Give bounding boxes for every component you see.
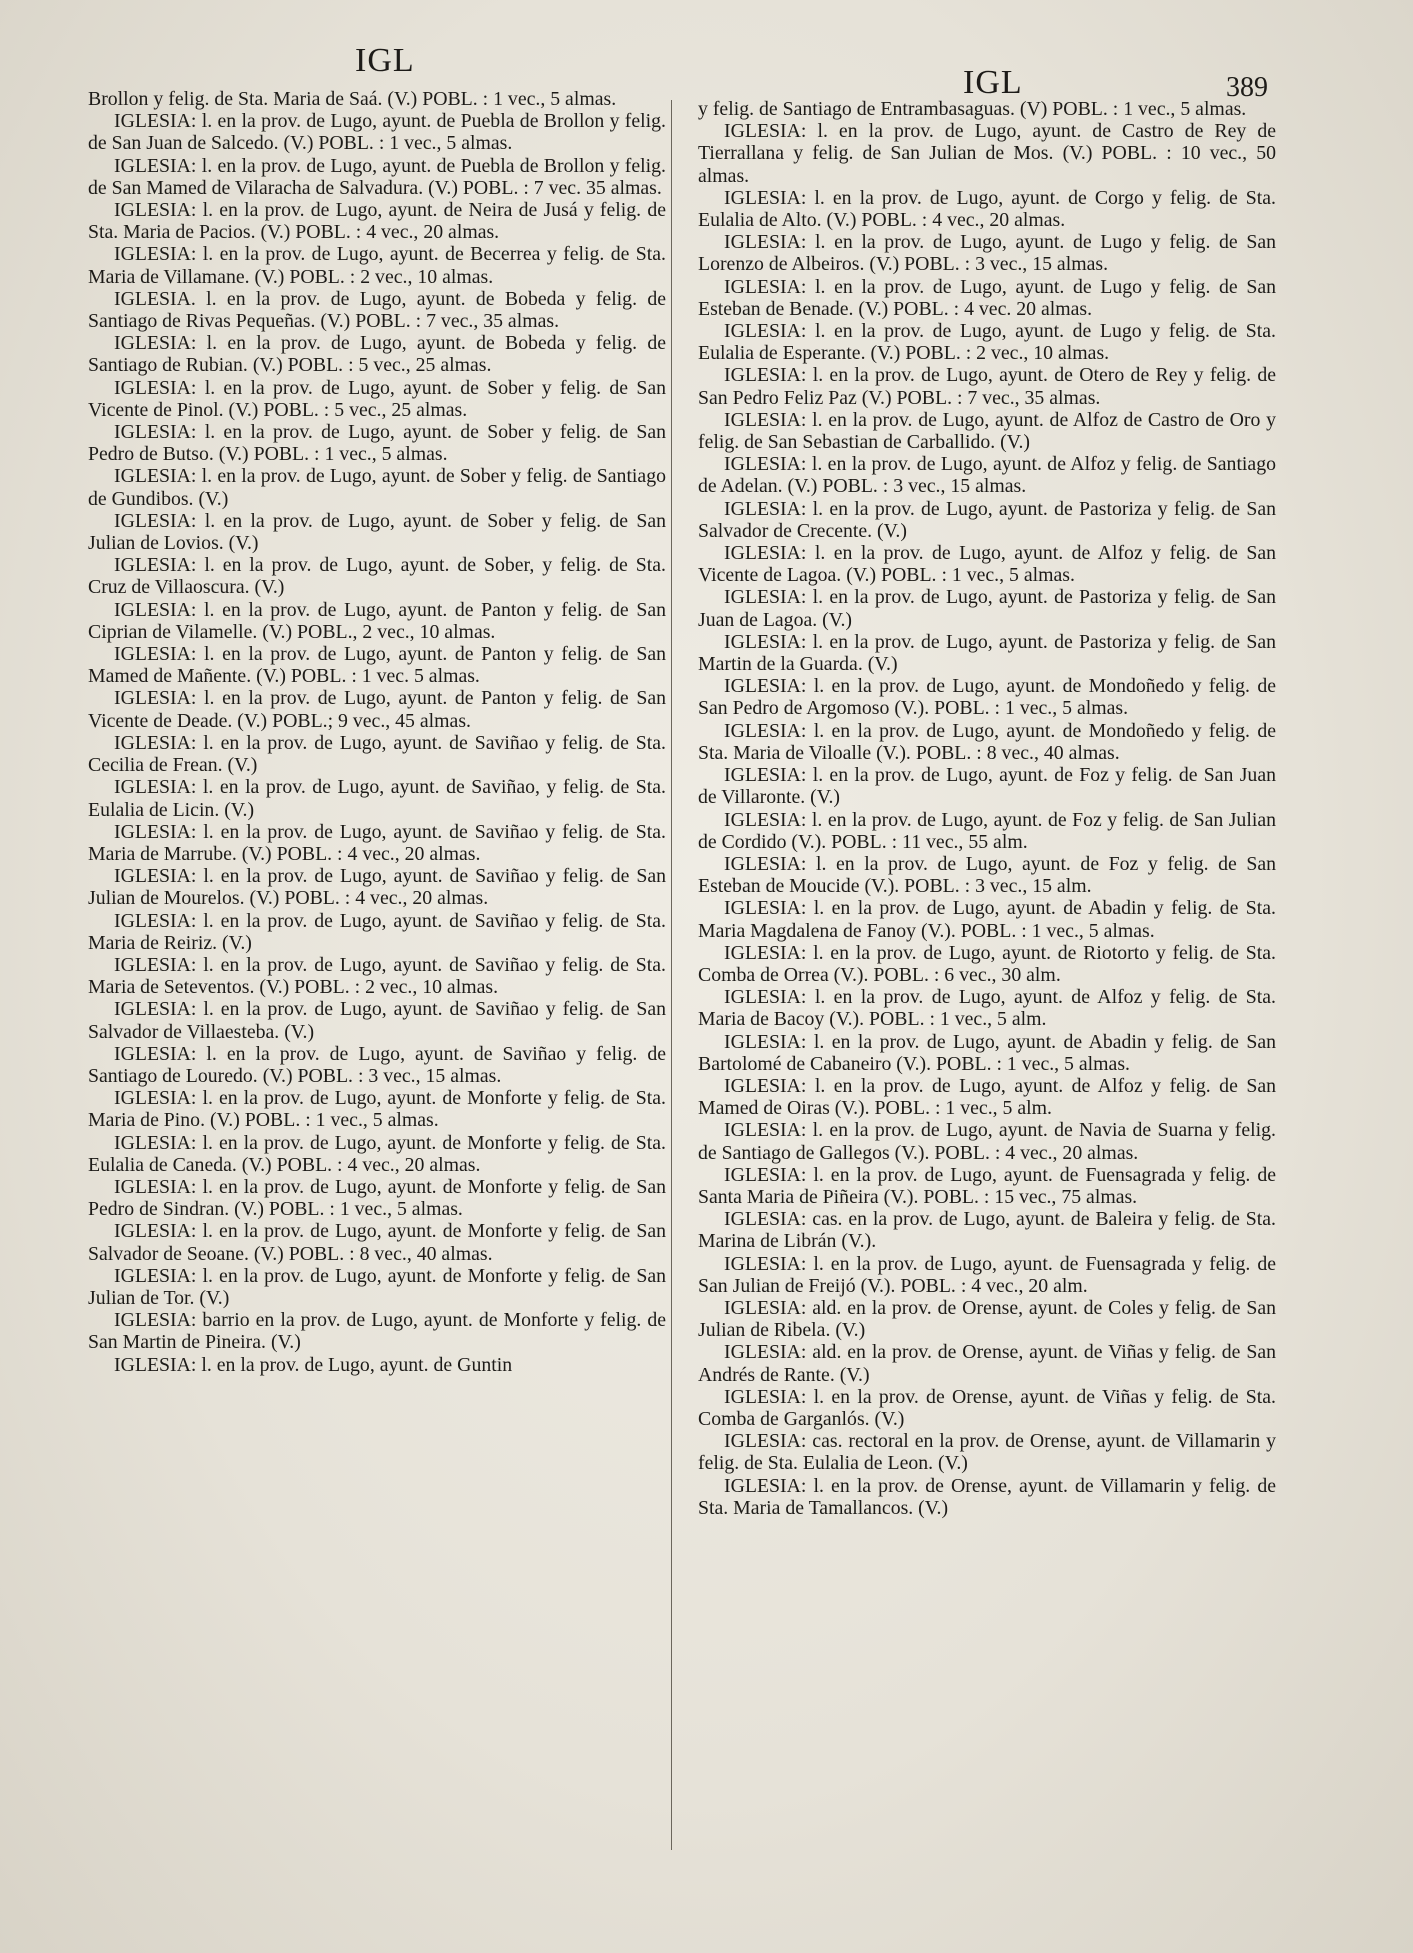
gazetteer-entry: IGLESIA: l. en la prov. de Lugo, ayunt. de Sober y felig. de Santiago de Gundibos. (V.) <box>88 465 666 510</box>
gazetteer-entry: IGLESIA: l. en la prov. de Lugo, ayunt. de Foz y felig. de San Esteban de Moucide (V.). POBL. : 3 vec., 15 alm. <box>698 852 1276 898</box>
gazetteer-entry: IGLESIA: l. en la prov. de Lugo, ayunt. de Foz y felig. de San Julian de Cordido (V.). POBL. : 11 vec., 55 alm. <box>698 808 1276 853</box>
gazetteer-entry: IGLESIA: l. en la prov. de Lugo, ayunt. de Saviñao y felig. de Sta. Maria de Reiriz. (V.) <box>88 909 666 954</box>
gazetteer-entry: IGLESIA: l. en la prov. de Lugo, ayunt. de Sober y felig. de San Pedro de Butso. (V.) POBL. : 1 vec., 5 almas. <box>88 421 666 466</box>
gazetteer-entry: IGLESIA: l. en la prov. de Lugo, ayunt. de Lugo y felig. de San Esteban de Benade. (V.) POBL. : 4 vec. 20 almas. <box>698 275 1276 320</box>
gazetteer-entry: IGLESIA: l. en la prov. de Lugo, ayunt. de Saviñao y felig. de San Julian de Mourelos. (V.) POBL. : 4 vec., 20 almas. <box>88 865 666 910</box>
gazetteer-entry: IGLESIA: l. en la prov. de Lugo, ayunt. de Mondoñedo y felig. de San Pedro de Argomoso (V.). POBL. : 1 vec., 5 almas. <box>698 675 1276 720</box>
gazetteer-entry: IGLESIA: l. en la prov. de Lugo, ayunt. de Saviñao y felig. de Sta. Cecilia de Frean. (V.) <box>88 731 666 777</box>
gazetteer-entry: IGLESIA: ald. en la prov. de Orense, ayunt. de Coles y felig. de San Julian de Ribela. (V.) <box>698 1296 1276 1342</box>
gazetteer-entry: IGLESIA: l. en la prov. de Lugo, ayunt. de Sober, y felig. de Sta. Cruz de Villaoscura. (V.) <box>88 554 666 599</box>
gazetteer-entry: IGLESIA: l. en la prov. de Lugo, ayunt. de Alfoz y felig. de Sta. Maria de Bacoy (V.). POBL. : 1 vec., 5 alm. <box>698 986 1276 1031</box>
gazetteer-entry: IGLESIA: l. en la prov. de Lugo, ayunt. de Pastoriza y felig. de San Martin de la Guarda. (V.) <box>698 630 1276 676</box>
gazetteer-entry: IGLESIA: l. en la prov. de Lugo, ayunt. de Otero de Rey y felig. de San Pedro Feliz Paz (V.) POBL. : 7 vec., 35 almas. <box>698 364 1276 409</box>
gazetteer-entry: IGLESIA: l. en la prov. de Lugo, ayunt. de Monforte y felig. de San Pedro de Sindran. (V.) POBL. : 1 vec., 5 almas. <box>88 1175 666 1221</box>
gazetteer-entry: IGLESIA: l. en la prov. de Lugo, ayunt. de Alfoz y felig. de Santiago de Adelan. (V.) POBL. : 3 vec., 15 almas. <box>698 453 1276 498</box>
gazetteer-entry: IGLESIA: l. en la prov. de Orense, ayunt. de Villamarin y felig. de Sta. Maria de Tamallancos. (V.) <box>698 1474 1276 1519</box>
running-head-right: IGL <box>963 64 1023 101</box>
gazetteer-entry: IGLESIA: l. en la prov. de Lugo, ayunt. de Saviñao, y felig. de Sta. Eulalia de Licin. (V.) <box>88 776 666 821</box>
gazetteer-entry: IGLESIA: l. en la prov. de Lugo, ayunt. de Saviñao y felig. de Sta. Maria de Seteventos. (V.) POBL. : 2 vec., 10 almas. <box>88 953 666 999</box>
column-divider <box>671 100 672 1850</box>
gazetteer-entry: IGLESIA: l. en la prov. de Lugo, ayunt. de Sober y felig. de San Vicente de Pinol. (V.) POBL. : 5 vec., 25 almas. <box>88 376 666 421</box>
gazetteer-entry: IGLESIA: l. en la prov. de Lugo, ayunt. de Fuensagrada y felig. de San Julian de Freijó (V.). POBL. : 4 vec., 20 alm. <box>698 1252 1276 1297</box>
left-column <box>88 88 666 1376</box>
gazetteer-entry: IGLESIA: l. en la prov. de Lugo, ayunt. de Saviñao y felig. de San Salvador de Villaesteba. (V.) <box>88 998 666 1043</box>
gazetteer-entry: y felig. de Santiago de Entrambasaguas. (V) POBL. : 1 vec., 5 almas. <box>698 98 1247 120</box>
gazetteer-entry: IGLESIA: l. en la prov. de Lugo, ayunt. de Bobeda y felig. de Santiago de Rubian. (V.) POBL. : 5 vec., 25 almas. <box>88 332 666 377</box>
gazetteer-entry: IGLESIA: l. en la prov. de Orense, ayunt. de Viñas y felig. de Sta. Comba de Garganlós. (V.) <box>698 1385 1276 1430</box>
gazetteer-entry: IGLESIA: l. en la prov. de Lugo, ayunt. de Saviñao y felig. de Sta. Maria de Marrube. (V.) POBL. : 4 vec., 20 almas. <box>88 820 666 865</box>
gazetteer-entry: IGLESIA: l. en la prov. de Lugo, ayunt. de Neira de Jusá y felig. de Sta. Maria de Pacios. (V.) POBL. : 4 vec., 20 almas. <box>88 199 666 244</box>
running-head-left: IGL <box>355 42 415 79</box>
gazetteer-entry: IGLESIA: l. en la prov. de Lugo, ayunt. de Becerrea y felig. de Sta. Maria de Villamane. (V.) POBL. : 2 vec., 10 almas. <box>88 243 666 288</box>
gazetteer-entry: IGLESIA: l. en la prov. de Lugo, ayunt. de Alfoz y felig. de San Vicente de Lagoa. (V.) POBL. : 1 vec., 5 almas. <box>698 542 1276 587</box>
gazetteer-entry: IGLESIA: l. en la prov. de Lugo, ayunt. de Panton y felig. de San Mamed de Mañente. (V.) POBL. : 1 vec. 5 almas. <box>88 643 666 688</box>
gazetteer-entry: IGLESIA: cas. en la prov. de Lugo, ayunt. de Baleira y felig. de Sta. Marina de Librán (V.). <box>698 1208 1276 1253</box>
gazetteer-entry: IGLESIA: l. en la prov. de Lugo, ayunt. de Sober y felig. de San Julian de Lovios. (V.) <box>88 509 666 555</box>
gazetteer-entry: IGLESIA: cas. rectoral en la prov. de Orense, ayunt. de Villamarin y felig. de Sta. Eulalia de Leon. (V.) <box>698 1430 1276 1475</box>
right-column <box>698 98 1276 1519</box>
gazetteer-entry: IGLESIA: l. en la prov. de Lugo, ayunt. de Monforte y felig. de San Julian de Tor. (V.) <box>88 1264 666 1309</box>
gazetteer-entry: IGLESIA: l. en la prov. de Lugo, ayunt. de Riotorto y felig. de Sta. Comba de Orrea (V.). POBL. : 6 vec., 30 alm. <box>698 941 1276 986</box>
gazetteer-entry: IGLESIA: l. en la prov. de Lugo, ayunt. de Lugo y felig. de San Lorenzo de Albeiros. (V.) POBL. : 3 vec., 15 almas. <box>698 231 1276 276</box>
gazetteer-entry: IGLESIA. l. en la prov. de Lugo, ayunt. de Bobeda y felig. de Santiago de Rivas Pequeñas. (V.) POBL. : 7 vec., 35 almas. <box>88 287 666 333</box>
gazetteer-entry: IGLESIA: l. en la prov. de Lugo, ayunt. de Panton y felig. de San Vicente de Deade. (V.) POBL.; 9 vec., 45 almas. <box>88 687 666 732</box>
gazetteer-entry: IGLESIA: l. en la prov. de Lugo, ayunt. de Alfoz de Castro de Oro y felig. de San Sebastian de Carballido. (V.) <box>698 408 1276 454</box>
gazetteer-entry: IGLESIA: l. en la prov. de Lugo, ayunt. de Mondoñedo y felig. de Sta. Maria de Viloalle (V.). POBL. : 8 vec., 40 almas. <box>698 719 1276 764</box>
gazetteer-entry: IGLESIA: l. en la prov. de Lugo, ayunt. de Corgo y felig. de Sta. Eulalia de Alto. (V.) POBL. : 4 vec., 20 almas. <box>698 186 1276 232</box>
gazetteer-entry: IGLESIA: l. en la prov. de Lugo, ayunt. de Puebla de Brollon y felig. de San Mamed de Vilaracha de Salvadura. (V.) POBL. : 7 vec. 35 almas. <box>88 154 666 199</box>
gazetteer-entry: Brollon y felig. de Sta. Maria de Saá. (V.) POBL. : 1 vec., 5 almas. <box>88 88 617 110</box>
page-number: 389 <box>1226 72 1268 103</box>
gazetteer-entry: IGLESIA: l. en la prov. de Lugo, ayunt. de Abadin y felig. de Sta. Maria Magdalena de Fanoy (V.). POBL. : 1 vec., 5 almas. <box>698 897 1276 942</box>
gazetteer-entry: IGLESIA: l. en la prov. de Lugo, ayunt. de Pastoriza y felig. de San Juan de Lagoa. (V.) <box>698 586 1276 631</box>
gazetteer-entry: IGLESIA: l. en la prov. de Lugo, ayunt. de Castro de Rey de Tierrallana y felig. de San Julian de Mos. (V.) POBL. : 10 vec., 50 almas. <box>698 120 1276 187</box>
gazetteer-entry: IGLESIA: l. en la prov. de Lugo, ayunt. de Lugo y felig. de Sta. Eulalia de Esperante. (V.) POBL. : 2 vec., 10 almas. <box>698 320 1276 365</box>
gazetteer-entry: IGLESIA: l. en la prov. de Lugo, ayunt. de Foz y felig. de San Juan de Villaronte. (V.) <box>698 764 1276 809</box>
gazetteer-entry: IGLESIA: l. en la prov. de Lugo, ayunt. de Puebla de Brollon y felig. de San Juan de Salcedo. (V.) POBL. : 1 vec., 5 almas. <box>88 110 666 155</box>
gazetteer-entry: IGLESIA: l. en la prov. de Lugo, ayunt. de Monforte y felig. de San Salvador de Seoane. (V.) POBL. : 8 vec., 40 almas. <box>88 1220 666 1265</box>
gazetteer-entry: IGLESIA: l. en la prov. de Lugo, ayunt. de Fuensagrada y felig. de Santa Maria de Piñeira (V.). POBL. : 15 vec., 75 almas. <box>698 1163 1276 1208</box>
gazetteer-entry: IGLESIA: l. en la prov. de Lugo, ayunt. de Navia de Suarna y felig. de Santiago de Gallegos (V.). POBL. : 4 vec., 20 almas. <box>698 1119 1276 1164</box>
gazetteer-entry: IGLESIA: l. en la prov. de Lugo, ayunt. de Alfoz y felig. de San Mamed de Oiras (V.). POBL. : 1 vec., 5 alm. <box>698 1074 1276 1120</box>
gazetteer-entry: IGLESIA: l. en la prov. de Lugo, ayunt. de Abadin y felig. de San Bartolomé de Cabaneiro (V.). POBL. : 1 vec., 5 almas. <box>698 1030 1276 1075</box>
gazetteer-entry: IGLESIA: l. en la prov. de Lugo, ayunt. de Monforte y felig. de Sta. Maria de Pino. (V.) POBL. : 1 vec., 5 almas. <box>88 1087 666 1132</box>
gazetteer-entry: IGLESIA: l. en la prov. de Lugo, ayunt. de Saviñao y felig. de Santiago de Louredo. (V.) POBL. : 3 vec., 15 almas. <box>88 1042 666 1087</box>
gazetteer-entry: IGLESIA: l. en la prov. de Lugo, ayunt. de Pastoriza y felig. de San Salvador de Crecente. (V.) <box>698 497 1276 542</box>
gazetteer-entry: IGLESIA: ald. en la prov. de Orense, ayunt. de Viñas y felig. de San Andrés de Rante. (V.) <box>698 1341 1276 1386</box>
gazetteer-entry: IGLESIA: barrio en la prov. de Lugo, ayunt. de Monforte y felig. de San Martin de Pineira. (V.) <box>88 1309 666 1354</box>
gazetteer-entry: IGLESIA: l. en la prov. de Lugo, ayunt. de Monforte y felig. de Sta. Eulalia de Caneda. (V.) POBL. : 4 vec., 20 almas. <box>88 1131 666 1176</box>
gazetteer-entry: IGLESIA: l. en la prov. de Lugo, ayunt. de Panton y felig. de San Ciprian de Vilamelle. (V.) POBL., 2 vec., 10 almas. <box>88 598 666 643</box>
gazetteer-entry: IGLESIA: l. en la prov. de Lugo, ayunt. de Guntin <box>114 1353 513 1376</box>
